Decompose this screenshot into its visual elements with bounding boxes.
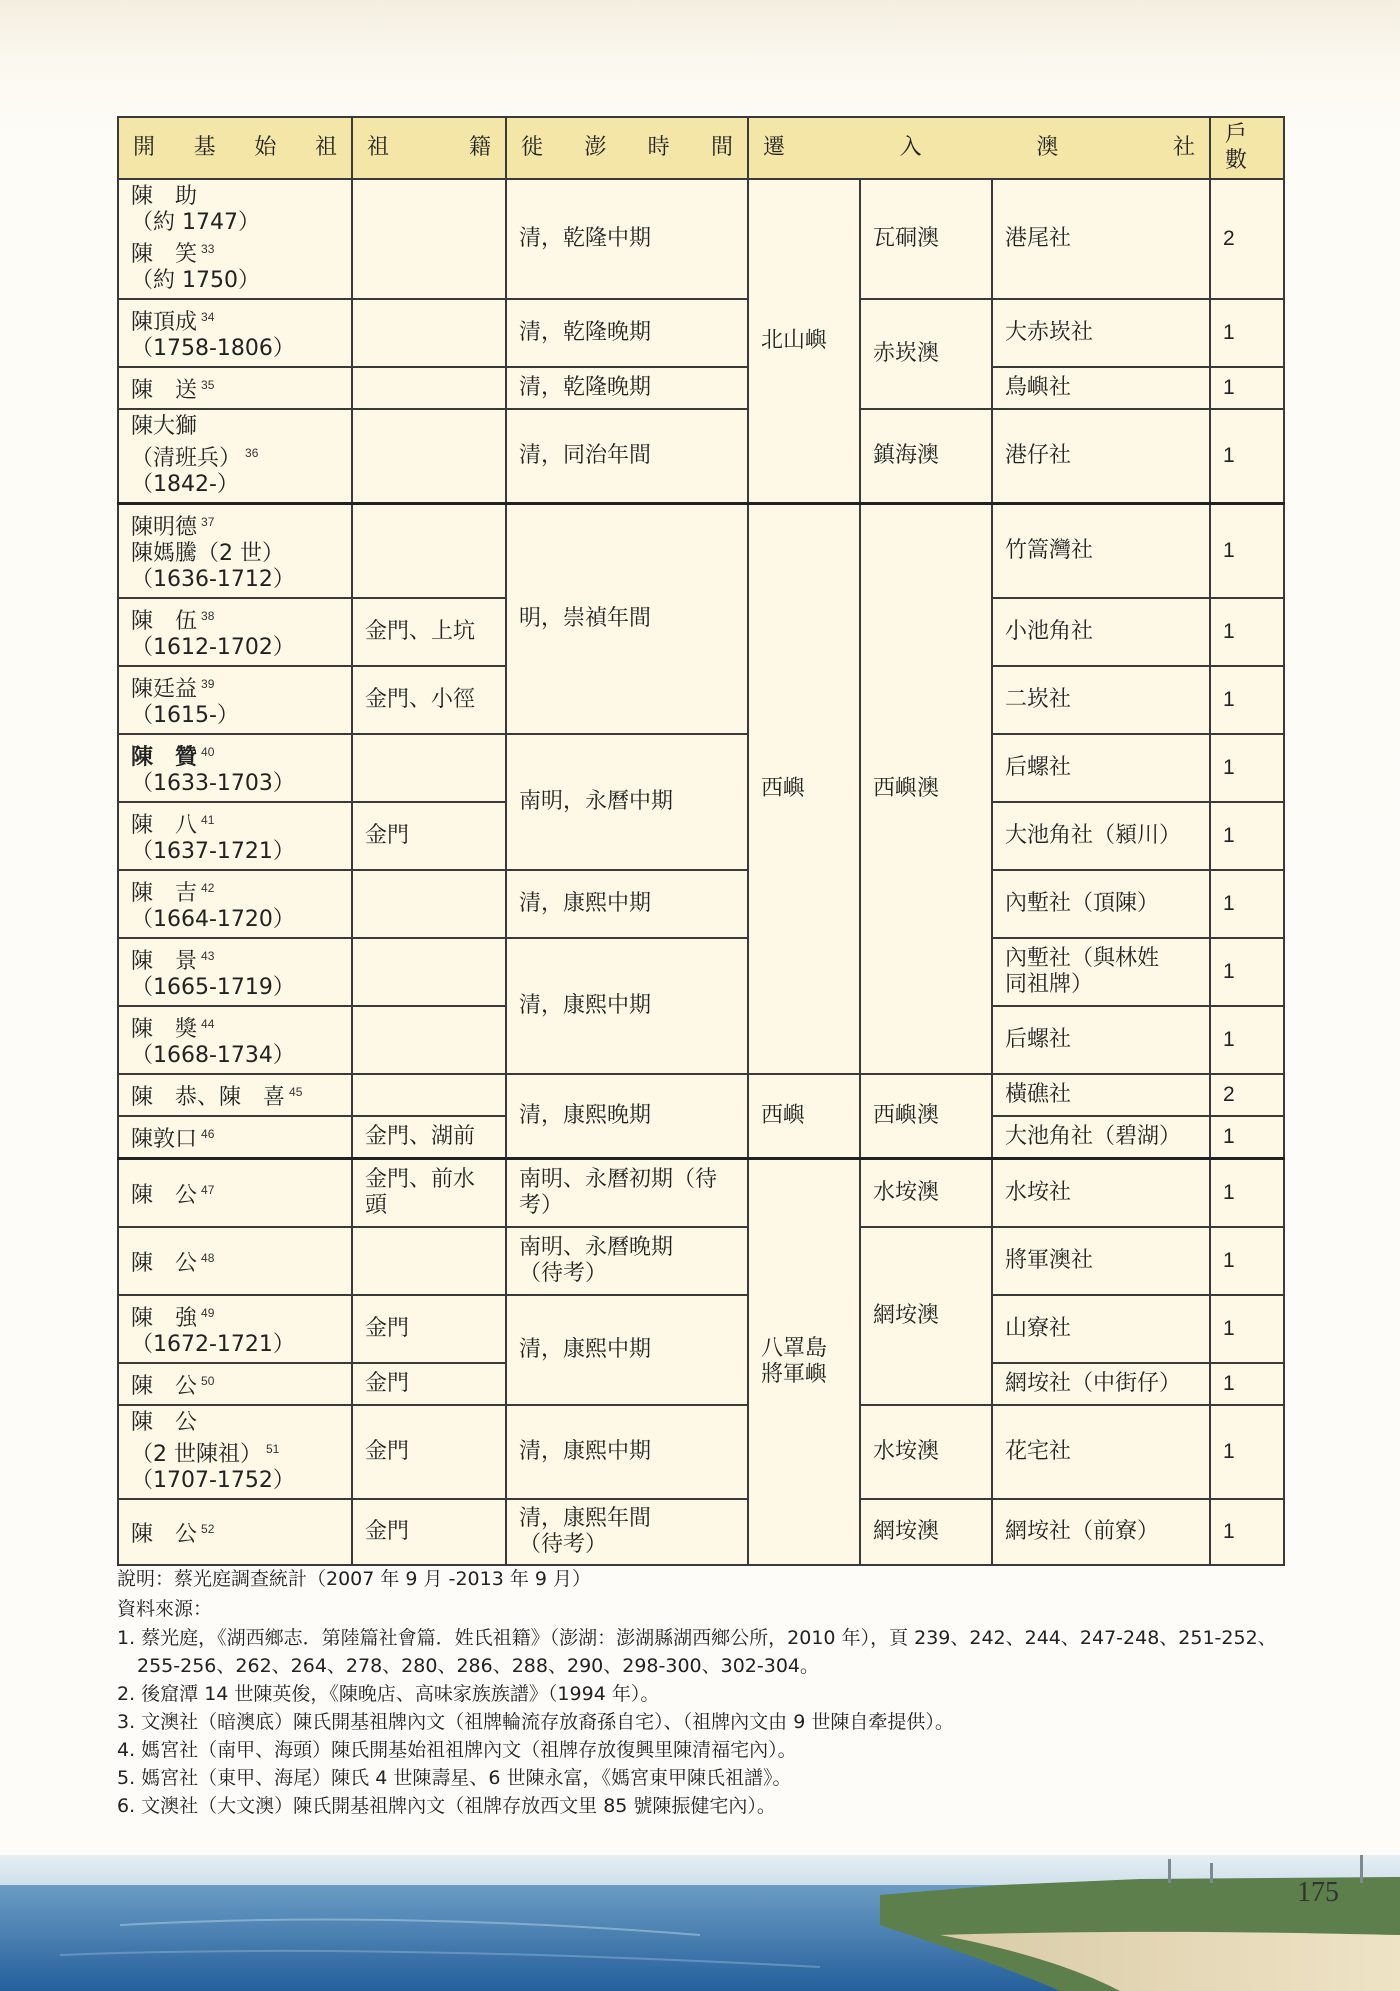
she-cell: 內塹社（頂陳） — [992, 870, 1210, 938]
header-founder: 開 基 始 祖 — [118, 117, 352, 179]
households-cell: 1 — [1210, 1499, 1284, 1565]
origin-cell: 金門 — [352, 1405, 506, 1499]
households-cell: 1 — [1210, 1159, 1284, 1227]
households-cell: 2 — [1210, 1074, 1284, 1116]
households-cell: 1 — [1210, 1363, 1284, 1405]
she-cell: 竹篙灣社 — [992, 504, 1210, 599]
source-item: 2. 後窟潭 14 世陳英俊，《陳晚店、高味家族族譜》（1994 年）。 — [117, 1683, 660, 1705]
households-cell: 1 — [1210, 1116, 1284, 1159]
origin-cell: 金門 — [352, 802, 506, 870]
table-row — [118, 1405, 1284, 1499]
founder-cell: 陳 公 $^{48}$ — [118, 1227, 352, 1295]
page-number: 175 — [1297, 1877, 1339, 1908]
founder-cell: 陳 公 $^{50}$ — [118, 1363, 352, 1405]
origin-cell: 金門、湖前 — [352, 1116, 506, 1159]
origin-cell — [352, 179, 506, 299]
island-cell: 八罩島 將軍嶼 — [748, 1159, 860, 1565]
ao-cell: 網垵澳 — [860, 1499, 992, 1565]
she-cell: 鳥嶼社 — [992, 367, 1210, 409]
island-cell: 西嶼 — [748, 504, 860, 1075]
table-notes — [117, 1564, 1292, 1820]
households-cell: 1 — [1210, 409, 1284, 504]
origin-cell — [352, 1006, 506, 1074]
header-households: 戶 數 — [1210, 117, 1284, 179]
table-row — [118, 1159, 1284, 1227]
ao-cell: 瓦硐澳 — [860, 179, 992, 299]
founder-cell: 陳廷益 $^{39}$ （1615-） — [118, 666, 352, 734]
she-cell: 橫礁社 — [992, 1074, 1210, 1116]
founder-cell: 陳 恭、陳 喜 $^{45}$ — [118, 1074, 352, 1116]
origin-cell — [352, 299, 506, 367]
explanation-note: 說明：蔡光庭調查統計（2007 年 9 月 -2013 年 9 月） — [117, 1568, 592, 1590]
time-cell: 清，康熙年間 （待考） — [506, 1499, 748, 1565]
origin-cell — [352, 367, 506, 409]
origin-cell — [352, 409, 506, 504]
table-row — [118, 1074, 1284, 1116]
origin-cell — [352, 1227, 506, 1295]
source-item: 6. 文澳社（大文澳）陳氏開基祖牌內文（祖牌存放西文里 85 號陳振健宅內）。 — [117, 1795, 776, 1817]
households-cell: 1 — [1210, 870, 1284, 938]
time-cell: 清，康熙晚期 — [506, 1074, 748, 1159]
households-cell: 2 — [1210, 179, 1284, 299]
ao-cell: 網垵澳 — [860, 1227, 992, 1405]
she-cell: 二崁社 — [992, 666, 1210, 734]
founder-cell: 陳 伍 $^{38}$ （1612-1702） — [118, 598, 352, 666]
households-cell: 1 — [1210, 734, 1284, 802]
households-cell: 1 — [1210, 938, 1284, 1006]
origin-cell: 金門、上坑 — [352, 598, 506, 666]
source-item: 4. 媽宮社（南甲、海頭）陳氏開基始祖祖牌內文（祖牌存放復興里陳清福宅內）。 — [117, 1739, 797, 1761]
founders-table — [117, 116, 1285, 1566]
header-migrate: 遷 入 澳 社 — [748, 117, 1210, 179]
table-row — [118, 504, 1284, 599]
founder-cell: 陳 景 $^{43}$ （1665-1719） — [118, 938, 352, 1006]
she-cell: 港尾社 — [992, 179, 1210, 299]
founder-cell: 陳 八 $^{41}$ （1637-1721） — [118, 802, 352, 870]
founder-cell: 陳 送 $^{35}$ — [118, 367, 352, 409]
table-row — [118, 1499, 1284, 1565]
table-row — [118, 870, 1284, 938]
she-cell: 網垵社（中街仔） — [992, 1363, 1210, 1405]
origin-cell — [352, 504, 506, 599]
founder-cell: 陳 助 （約 1747） 陳 笑 $^{33}$ （約 1750） — [118, 179, 352, 299]
she-cell: 網垵社（前寮） — [992, 1499, 1210, 1565]
table-row — [118, 299, 1284, 367]
time-cell: 清，乾隆晚期 — [506, 299, 748, 367]
founder-cell: 陳 獎 $^{44}$ （1668-1734） — [118, 1006, 352, 1074]
households-cell: 1 — [1210, 1405, 1284, 1499]
header-time: 徙 澎 時 間 — [506, 117, 748, 179]
she-cell: 大赤崁社 — [992, 299, 1210, 367]
time-cell: 清，康熙中期 — [506, 938, 748, 1074]
ao-cell: 西嶼澳 — [860, 1074, 992, 1159]
source-item: 5. 媽宮社（東甲、海尾）陳氏 4 世陳壽星、6 世陳永富，《媽宮東甲陳氏祖譜》。 — [117, 1767, 792, 1789]
she-cell: 大池角社（潁川） — [992, 802, 1210, 870]
origin-cell: 金門 — [352, 1295, 506, 1363]
ao-cell: 西嶼澳 — [860, 504, 992, 1075]
coastline-illustration — [0, 1855, 1400, 1991]
households-cell: 1 — [1210, 1006, 1284, 1074]
households-cell: 1 — [1210, 802, 1284, 870]
she-cell: 小池角社 — [992, 598, 1210, 666]
origin-cell — [352, 938, 506, 1006]
she-cell: 港仔社 — [992, 409, 1210, 504]
time-cell: 南明，永曆中期 — [506, 734, 748, 870]
table-row — [118, 734, 1284, 802]
table-row — [118, 938, 1284, 1006]
table-header-row — [118, 117, 1284, 179]
households-cell: 1 — [1210, 504, 1284, 599]
she-cell: 花宅社 — [992, 1405, 1210, 1499]
founder-cell: 陳 公 $^{47}$ — [118, 1159, 352, 1227]
founder-cell: 陳 公 $^{52}$ — [118, 1499, 352, 1565]
time-cell: 清，同治年間 — [506, 409, 748, 504]
she-cell: 山寮社 — [992, 1295, 1210, 1363]
households-cell: 1 — [1210, 299, 1284, 367]
origin-cell: 金門、前水 頭 — [352, 1159, 506, 1227]
households-cell: 1 — [1210, 598, 1284, 666]
founder-cell: 陳 強 $^{49}$ （1672-1721） — [118, 1295, 352, 1363]
households-cell: 1 — [1210, 666, 1284, 734]
origin-cell: 金門、小徑 — [352, 666, 506, 734]
source-item: 1. 蔡光庭，《湖西鄉志．第陸篇社會篇．姓氏祖籍》（澎湖：澎湖縣湖西鄉公所，2010 年），頁 239、242、244、247-248、251-252、255-256、262、264、278、280、286、288、290、298-300、302-304。 — [117, 1627, 1277, 1677]
island-cell: 北山嶼 — [748, 179, 860, 504]
she-cell: 后螺社 — [992, 1006, 1210, 1074]
ao-cell: 鎮海澳 — [860, 409, 992, 504]
table-row — [118, 409, 1284, 504]
time-cell: 南明、永曆初期（待 考） — [506, 1159, 748, 1227]
ao-cell: 水垵澳 — [860, 1159, 992, 1227]
time-cell: 清，乾隆中期 — [506, 179, 748, 299]
table-row — [118, 1295, 1284, 1363]
she-cell: 后螺社 — [992, 734, 1210, 802]
she-cell: 將軍澳社 — [992, 1227, 1210, 1295]
origin-cell — [352, 734, 506, 802]
island-cell: 西嶼 — [748, 1074, 860, 1159]
origin-cell — [352, 1074, 506, 1116]
founder-cell: 陳 公 （2 世陳祖） $^{51}$ （1707-1752） — [118, 1405, 352, 1499]
households-cell: 1 — [1210, 367, 1284, 409]
origin-cell: 金門 — [352, 1363, 506, 1405]
she-cell: 水垵社 — [992, 1159, 1210, 1227]
households-cell: 1 — [1210, 1295, 1284, 1363]
she-cell: 大池角社（碧湖） — [992, 1116, 1210, 1159]
founder-cell: 陳頂成 $^{34}$ （1758-1806） — [118, 299, 352, 367]
time-cell: 清，康熙中期 — [506, 1405, 748, 1499]
time-cell: 清，康熙中期 — [506, 870, 748, 938]
ao-cell: 水垵澳 — [860, 1405, 992, 1499]
time-cell: 清，乾隆晚期 — [506, 367, 748, 409]
time-cell: 清，康熙中期 — [506, 1295, 748, 1405]
she-cell: 內塹社（與林姓 同祖牌） — [992, 938, 1210, 1006]
founder-cell: 陳大獅 （清班兵） $^{36}$ （1842-） — [118, 409, 352, 504]
source-label: 資料來源： — [117, 1598, 213, 1620]
source-item: 3. 文澳社（暗澳底）陳氏開基祖牌內文（祖牌輪流存放裔孫自宅）、（祖牌內文由 9 世陳自牽提供）。 — [117, 1711, 954, 1733]
table-row — [118, 179, 1284, 299]
time-cell: 明，崇禎年間 — [506, 504, 748, 735]
founder-cell: 陳 吉 $^{42}$ （1664-1720） — [118, 870, 352, 938]
origin-cell — [352, 870, 506, 938]
origin-cell: 金門 — [352, 1499, 506, 1565]
table-row — [118, 367, 1284, 409]
ao-cell: 赤崁澳 — [860, 299, 992, 409]
header-origin: 祖 籍 — [352, 117, 506, 179]
table-row — [118, 1227, 1284, 1295]
founder-cell: 陳敦口 $^{46}$ — [118, 1116, 352, 1159]
founder-cell: 陳明德 $^{37}$ 陳媽騰（2 世） （1636-1712） — [118, 504, 352, 599]
time-cell: 南明、永曆晚期 （待考） — [506, 1227, 748, 1295]
coastline-photo-footer — [0, 1855, 1400, 1991]
founder-cell: 陳 贊 $^{40}$ （1633-1703） — [118, 734, 352, 802]
households-cell: 1 — [1210, 1227, 1284, 1295]
